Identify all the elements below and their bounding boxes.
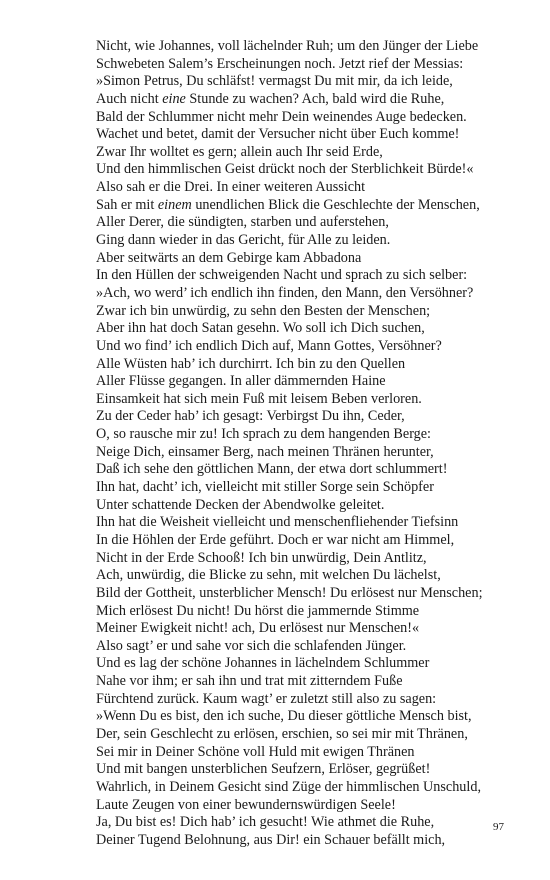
text-line: Also sagt’ er und sahe vor sich die schlafenden Jünger. — [96, 637, 407, 654]
text-line: Wachet und betet, damit der Versucher nicht über Euch komme! — [96, 126, 460, 143]
text-line: »Simon Petrus, Du schläfst! vermagst Du mit mir, da ich leide, — [96, 73, 453, 90]
text-line: »Ach, wo werd’ ich endlich ihn finden, den Mann, den Versöhner? — [96, 284, 474, 301]
text-line: Daß ich sehe den göttlichen Mann, der etwa dort schlummert! — [96, 461, 448, 478]
text-line: Mich erlösest Du nicht! Du hörst die jammernde Stimme — [96, 602, 420, 619]
page-number: 97 — [493, 821, 504, 833]
emphasized-word: eine — [162, 90, 186, 107]
text-line: In den Hüllen der schweigenden Nacht und sprach zu sich selber: — [96, 267, 468, 284]
text-line: Ihn hat die Weisheit vielleicht und menschenfliehender Tiefsinn — [96, 514, 459, 531]
text-line: Schwebeten Salem’s Erscheinungen noch. Jetzt rief der Messias: — [96, 55, 464, 72]
text-line: Aber ihn hat doch Satan gesehn. Wo soll ich Dich suchen, — [96, 320, 425, 337]
text-line: Alle Wüsten hab’ ich durchirrt. Ich bin zu den Quellen — [96, 355, 406, 372]
text-line: Deiner Tugend Belohnung, aus Dir! ein Schauer befällt mich, — [96, 831, 446, 848]
text-line: Wahrlich, in Deinem Gesicht sind Züge der himmlischen Unschuld, — [96, 778, 481, 795]
text-line: »Wenn Du es bist, den ich suche, Du dieser göttliche Mensch bist, — [96, 708, 472, 725]
text-line: Ja, Du bist es! Dich hab’ ich gesucht! Wie athmet die Ruhe, — [96, 814, 435, 831]
text-segment: Auch nicht — [96, 90, 163, 107]
text-line: O, so rausche mir zu! Ich sprach zu dem hangenden Berge: — [96, 426, 431, 443]
text-line: Aller Derer, die sündigten, starben und auferstehen, — [96, 214, 389, 231]
emphasized-word: einem — [157, 196, 192, 213]
text-line: Ach, unwürdig, die Blicke zu sehn, mit welchen Du lächelst, — [96, 567, 441, 584]
text-line: Aber seitwärts an dem Gebirge kam Abbadona — [96, 249, 362, 266]
text-line: Nicht in der Erde Schooß! Ich bin unwürdig, Dein Antlitz, — [96, 549, 427, 566]
text-line: Meiner Ewigkeit nicht! ach, Du erlösest nur Menschen!« — [96, 620, 420, 637]
text-line: Und mit bangen unsterblichen Seufzern, Erlöser, gegrüßet! — [96, 761, 431, 778]
text-line: Bald der Schlummer nicht mehr Dein weinendes Auge bedecken. — [96, 108, 467, 125]
text-line: Ihn hat, dacht’ ich, vielleicht mit stiller Sorge sein Schöpfer — [96, 479, 434, 496]
text-line: Also sah er die Drei. In einer weiteren Aussicht — [96, 179, 366, 196]
text-line: Zwar ich bin unwürdig, zu sehn den Besten der Menschen; — [96, 302, 431, 319]
text-line: Und es lag der schöne Johannes in lächelndem Schlummer — [96, 655, 430, 672]
text-segment: unendlichen Blick die Geschlechte der Menschen, — [191, 196, 480, 213]
text-line: Aller Flüsse gegangen. In aller dämmernden Haine — [96, 373, 386, 390]
text-segment: Stunde zu wachen? Ach, bald wird die Ruhe, — [185, 90, 445, 107]
text-line: Zwar Ihr wolltet es gern; allein auch Ihr seid Erde, — [96, 143, 383, 160]
text-line: Fürchtend zurück. Kaum wagt’ er zuletzt still also zu sagen: — [96, 690, 437, 707]
text-line: In die Höhlen der Erde geführt. Doch er war nicht am Himmel, — [96, 531, 455, 548]
text-line: Ging dann wieder in das Gericht, für Alle zu leiden. — [96, 232, 391, 249]
text-line: Bild der Gottheit, unsterblicher Mensch! Du erlösest nur Menschen; — [96, 584, 483, 601]
poem-text — [96, 38, 516, 849]
text-line: Zu der Ceder hab’ ich gesagt: Verbirgst Du ihn, Ceder, — [96, 408, 405, 425]
text-line: Und wo find’ ich endlich Dich auf, Mann Gottes, Versöhner? — [96, 337, 442, 354]
text-line: Der, sein Geschlecht zu erlösen, erschien, so sei mir mit Thränen, — [96, 725, 468, 742]
text-line: Einsamkeit hat sich mein Fuß mit leisem Beben verloren. — [96, 390, 422, 407]
text-line: Und den himmlischen Geist drückt noch der Sterblichkeit Bürde!« — [96, 161, 474, 178]
text-line: Laute Zeugen von einer bewundernswürdigen Seele! — [96, 796, 396, 813]
text-line: Nicht, wie Johannes, voll lächelnder Ruh; um den Jünger der Liebe — [96, 38, 479, 54]
text-line: Unter schattende Decken der Abendwolke geleitet. — [96, 496, 385, 513]
text-line — [96, 197, 516, 215]
text-segment: Sah er mit — [96, 196, 158, 213]
text-line: Neige Dich, einsamer Berg, nach meinen Thränen herunter, — [96, 443, 434, 460]
text-line: Sei mir in Deiner Schöne voll Huld mit ewigen Thränen — [96, 743, 415, 760]
text-line: Nahe vor ihm; er sah ihn und trat mit zitterndem Fuße — [96, 673, 403, 690]
text-line — [96, 91, 516, 109]
